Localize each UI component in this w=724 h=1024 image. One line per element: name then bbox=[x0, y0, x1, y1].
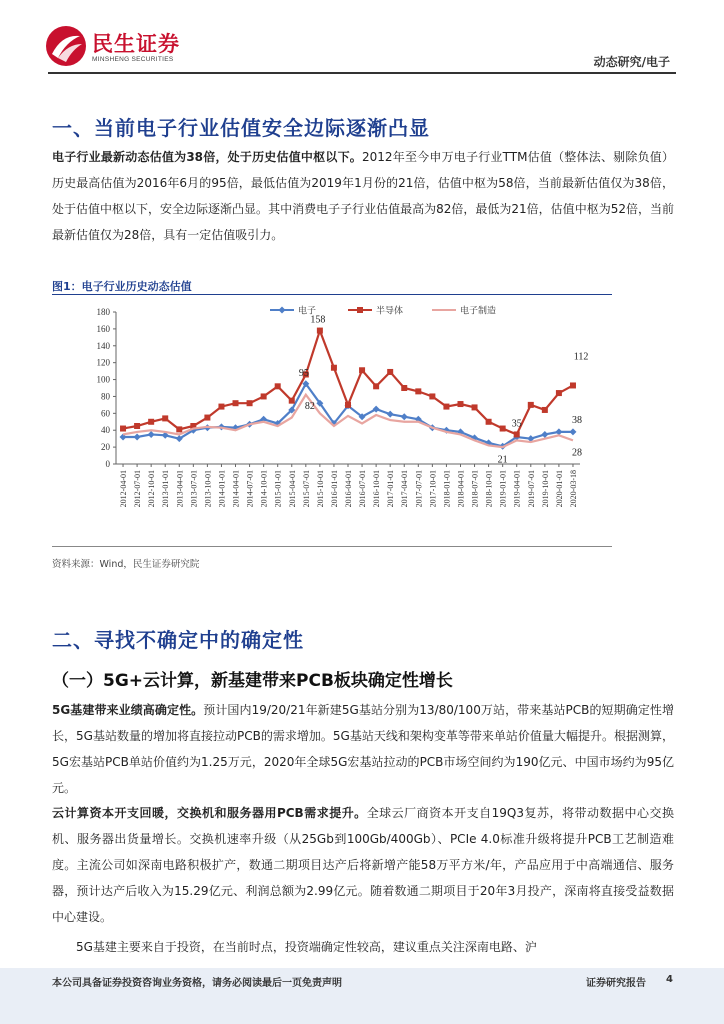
x-tick-label: 2018-04-01 bbox=[456, 470, 466, 508]
data-point-2 bbox=[120, 426, 126, 432]
x-tick-label: 2016-10-01 bbox=[372, 470, 382, 508]
data-point-2 bbox=[317, 328, 323, 334]
logo-text-en: MINSHENG SECURITIES bbox=[92, 56, 174, 63]
x-tick-label: 2017-04-01 bbox=[400, 470, 410, 508]
data-point-2 bbox=[514, 431, 520, 437]
x-tick-label: 2019-04-01 bbox=[512, 470, 522, 508]
data-label: 82 bbox=[304, 400, 315, 412]
x-tick-label: 2020-01-01 bbox=[554, 469, 564, 508]
data-label: 112 bbox=[573, 351, 589, 363]
data-point-2 bbox=[415, 388, 421, 394]
paragraph-5g bbox=[52, 697, 674, 801]
data-point-2 bbox=[387, 369, 393, 375]
header-divider bbox=[48, 72, 676, 74]
data-point-2 bbox=[275, 383, 281, 389]
page-header bbox=[0, 0, 724, 72]
paragraph-cloud-body: 全球云厂商资本开支自19Q3复苏，将带动数据中心交换机、服务器出货量增长。交换机速率升级（从25Gb到100Gb/400Gb）、PCIe 4.0标准升级将提升PCB工艺制造难度。主流公司如深南电路积极扩产，数通二期项目达产后将新增产能58万平方米/年，产品应用于中高端通信、服务器，预计达产后收入为15.29亿元、利润总额为2.99亿元。随着数通二期项目于20年3月投产，深南将直接受益数据中心建设。 bbox=[52, 806, 674, 924]
data-point-2 bbox=[247, 400, 253, 406]
figure1-bottom-rule bbox=[52, 546, 612, 547]
subsection1-title: （一）5G+云计算，新基建带来PCB板块确定性增长 bbox=[52, 671, 453, 691]
section1-title: 一、当前电子行业估值安全边际逐渐凸显 bbox=[52, 116, 430, 140]
x-tick-label: 2012-04-01 bbox=[119, 470, 129, 508]
data-point-2 bbox=[457, 401, 463, 407]
x-tick-label: 2017-07-01 bbox=[414, 470, 424, 508]
x-tick-label: 2018-10-01 bbox=[484, 470, 494, 508]
legend-label-1: 电子 bbox=[298, 306, 317, 317]
data-point-2 bbox=[570, 382, 576, 388]
data-point-2 bbox=[429, 393, 435, 399]
data-point-2 bbox=[373, 383, 379, 389]
data-point-1 bbox=[148, 431, 155, 438]
x-tick-label: 2014-04-01 bbox=[231, 470, 241, 508]
x-tick-label: 2017-01-01 bbox=[386, 470, 396, 508]
data-point-2 bbox=[148, 419, 154, 425]
y-tick-label: 160 bbox=[96, 323, 110, 334]
data-label: 28 bbox=[571, 447, 582, 459]
figure1-source: 资料来源：Wind，民生证券研究院 bbox=[52, 559, 200, 570]
data-point-2 bbox=[528, 402, 534, 408]
x-tick-label: 2013-04-01 bbox=[175, 470, 185, 508]
section1-body: 2012年至今申万电子行业TTM估值（整体法、剔除负值）历史最高估值为2016年6月的95倍，最低估值为2019年1月份的21倍，估值中枢为58倍，当前最新估值仅为38倍，处于估值中枢以下，安全边际逐渐凸显。其中消费电子子行业估值最高为82倍，最低为21倍，估值中枢为52倍，当前最新估值仅为28倍，具有一定估值吸引力。 bbox=[52, 150, 675, 242]
company-logo bbox=[44, 22, 244, 72]
x-tick-label: 2019-10-01 bbox=[540, 470, 550, 508]
data-point-2 bbox=[556, 390, 562, 396]
y-tick-label: 60 bbox=[101, 408, 110, 419]
series-line-2 bbox=[123, 331, 573, 435]
section2-title: 二、寻找不确定中的确定性 bbox=[52, 628, 304, 652]
data-point-1 bbox=[134, 433, 141, 440]
data-point-2 bbox=[359, 367, 365, 373]
x-tick-label: 2014-07-01 bbox=[245, 470, 255, 508]
data-point-2 bbox=[204, 415, 210, 421]
data-point-2 bbox=[134, 423, 140, 429]
y-tick-label: 100 bbox=[96, 374, 110, 385]
data-label: 21 bbox=[497, 454, 508, 466]
paragraph-cloud-lead: 云计算资本开支回暖，交换机和服务器用PCB需求提升。 bbox=[52, 806, 367, 820]
x-tick-label: 2015-04-01 bbox=[287, 470, 297, 508]
data-point-2 bbox=[176, 426, 182, 432]
logo-text-cn: 民生证券 bbox=[92, 32, 180, 56]
data-point-1 bbox=[401, 413, 408, 420]
x-tick-label: 2016-01-01 bbox=[329, 470, 339, 508]
legend-marker-2 bbox=[357, 307, 363, 313]
x-tick-label: 2020-03-18 bbox=[568, 470, 578, 508]
data-point-2 bbox=[289, 398, 295, 404]
page-number: 4 bbox=[666, 974, 673, 985]
report-category: 动态研究/电子 bbox=[593, 55, 670, 69]
data-point-2 bbox=[331, 365, 337, 371]
data-label: 158 bbox=[310, 314, 326, 326]
x-tick-label: 2017-10-01 bbox=[428, 470, 438, 508]
y-tick-label: 140 bbox=[96, 340, 110, 351]
paragraph-5g-body: 预计国内19/20/21年新建5G基站分别为13/80/100万站，带来基站PCB的短期确定性增长，5G基站数量的增加将直接拉动PCB的需求增加。5G基站天线和架构变革等带来单站价值量大幅提升。根据测算，5G宏基站PCB单站价值约为1.25万元，2020年全球5G宏基站拉动的PCB市场空间约为190亿元、中国市场约为95亿元。 bbox=[52, 703, 674, 795]
y-tick-label: 180 bbox=[96, 307, 110, 317]
data-point-1 bbox=[387, 411, 394, 418]
data-label: 35 bbox=[511, 418, 522, 430]
x-tick-label: 2016-07-01 bbox=[358, 470, 368, 508]
x-tick-label: 2015-10-01 bbox=[315, 470, 325, 508]
x-tick-label: 2015-07-01 bbox=[301, 470, 311, 508]
footer-disclaimer: 本公司具备证券投资咨询业务资格，请务必阅读最后一页免责声明 bbox=[52, 978, 342, 989]
x-tick-label: 2018-01-01 bbox=[442, 470, 452, 508]
data-point-1 bbox=[569, 428, 576, 435]
y-tick-label: 0 bbox=[105, 459, 110, 469]
data-point-2 bbox=[218, 404, 224, 410]
figure1-top-rule bbox=[52, 294, 612, 295]
paragraph-investment: 5G基建主要来自于投资，在当前时点，投资端确定性较高，建议重点关注深南电路、沪 bbox=[76, 940, 537, 954]
x-tick-label: 2019-07-01 bbox=[526, 469, 536, 508]
y-tick-label: 40 bbox=[101, 425, 110, 436]
data-point-2 bbox=[261, 393, 267, 399]
section1-lead: 电子行业最新动态估值为38倍，处于历史估值中枢以下。 bbox=[52, 150, 362, 164]
data-point-2 bbox=[542, 407, 548, 413]
x-tick-label: 2015-01-01 bbox=[273, 470, 283, 508]
x-tick-label: 2012-07-01 bbox=[133, 470, 143, 508]
data-point-2 bbox=[486, 419, 492, 425]
data-point-2 bbox=[500, 426, 506, 432]
x-tick-label: 2014-10-01 bbox=[259, 470, 269, 508]
valuation-line-chart bbox=[52, 298, 612, 542]
legend-marker-1 bbox=[279, 307, 286, 314]
section1-paragraph bbox=[52, 144, 674, 248]
x-tick-label: 2013-07-01 bbox=[189, 470, 199, 508]
data-label: 38 bbox=[571, 414, 582, 426]
x-tick-label: 2012-10-01 bbox=[147, 470, 157, 508]
footer-report-type: 证券研究报告 bbox=[586, 978, 646, 989]
data-point-2 bbox=[162, 415, 168, 421]
data-point-2 bbox=[443, 404, 449, 410]
x-tick-label: 2013-01-01 bbox=[161, 470, 171, 508]
x-tick-label: 2019-01-01 bbox=[498, 470, 508, 508]
legend-label-3: 电子制造 bbox=[460, 306, 497, 317]
x-tick-label: 2014-01-01 bbox=[217, 470, 227, 508]
y-tick-label: 120 bbox=[96, 357, 110, 368]
data-point-2 bbox=[345, 402, 351, 408]
data-point-1 bbox=[541, 431, 548, 438]
data-point-2 bbox=[233, 400, 239, 406]
x-tick-label: 2018-07-01 bbox=[470, 470, 480, 508]
figure1-title: 图1：电子行业历史动态估值 bbox=[52, 280, 192, 293]
y-tick-label: 80 bbox=[101, 391, 110, 402]
paragraph-5g-lead: 5G基建带来业绩高确定性。 bbox=[52, 703, 204, 717]
paragraph-cloud bbox=[52, 800, 674, 930]
data-label: 95 bbox=[298, 367, 309, 379]
x-tick-label: 2016-04-01 bbox=[344, 470, 353, 508]
legend-label-2: 半导体 bbox=[376, 306, 404, 317]
data-point-2 bbox=[401, 385, 407, 391]
x-tick-label: 2013-10-01 bbox=[203, 470, 213, 508]
y-tick-label: 20 bbox=[101, 442, 110, 453]
minsheng-logo-icon bbox=[44, 24, 88, 68]
data-point-2 bbox=[472, 404, 478, 410]
